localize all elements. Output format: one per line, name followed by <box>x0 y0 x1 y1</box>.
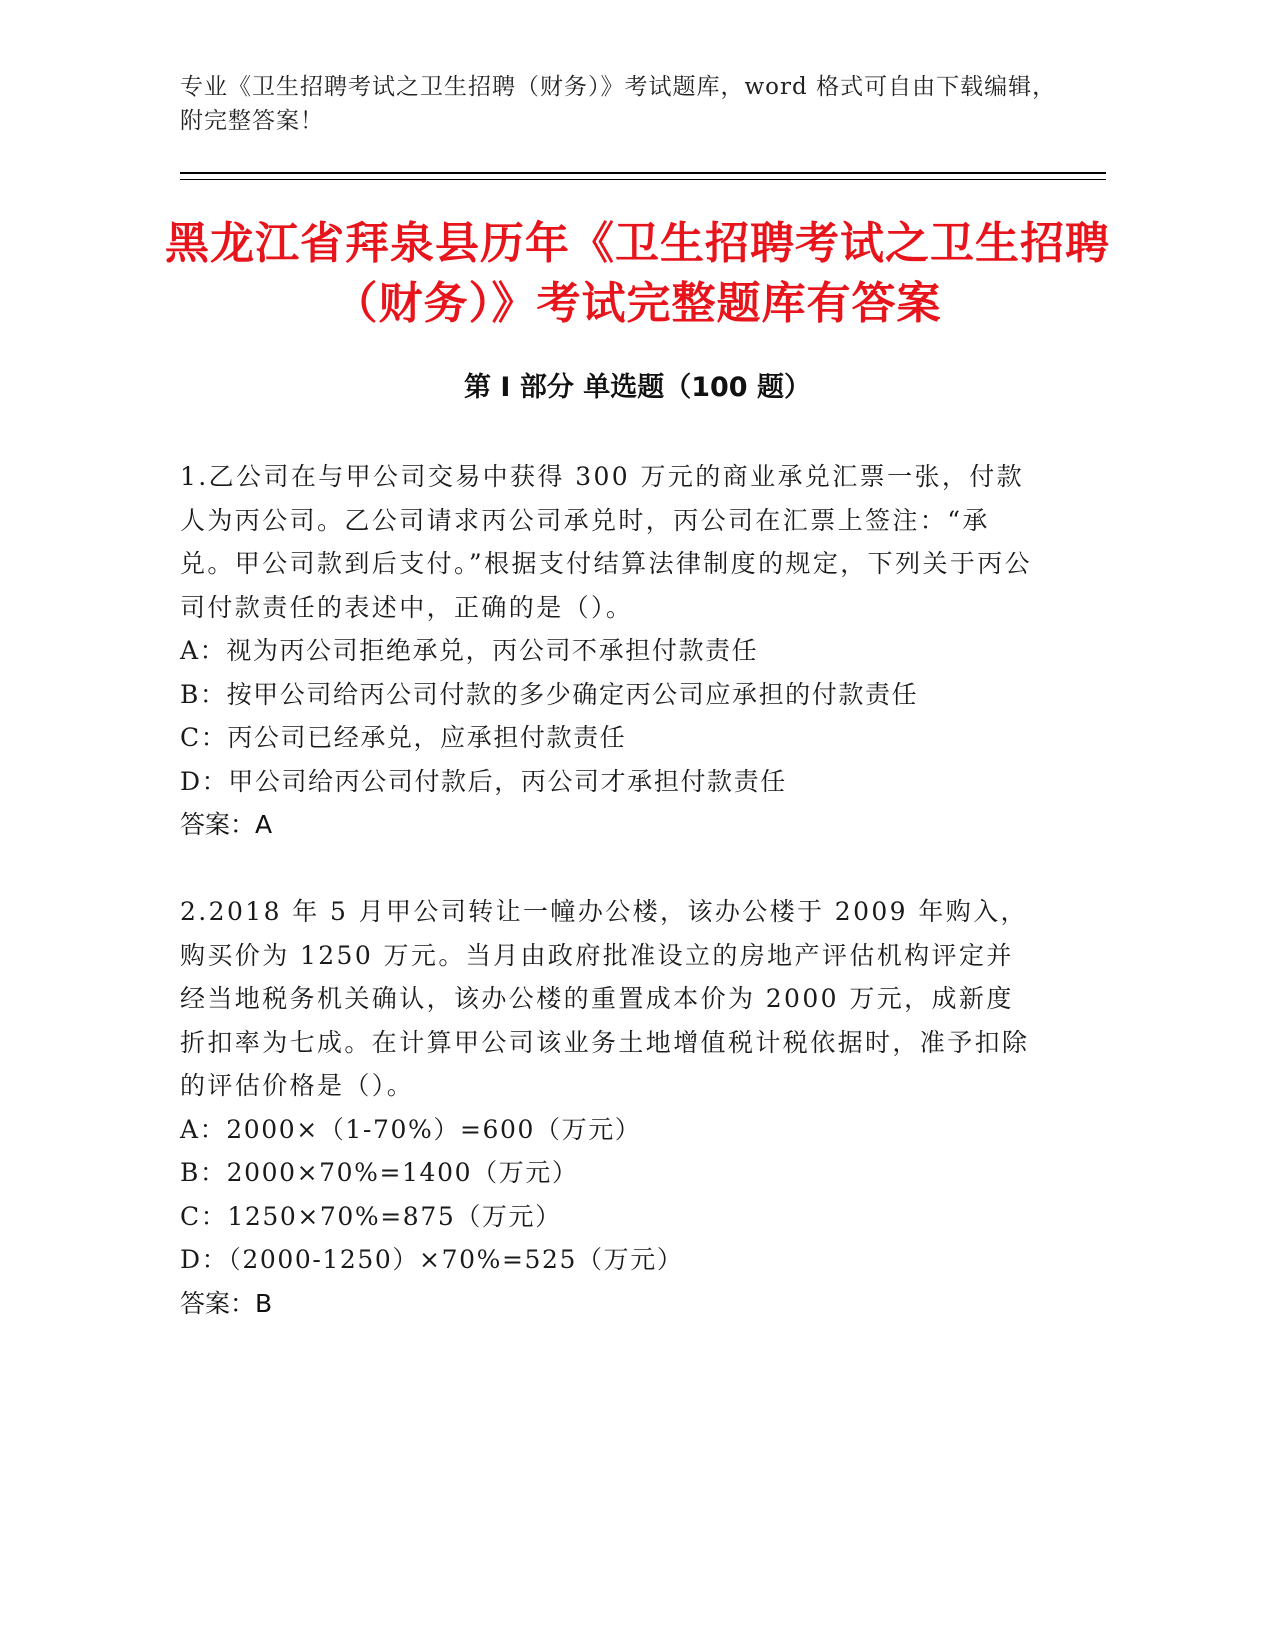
header-divider-thin <box>180 179 1106 180</box>
option-c: C：1250×70%=875（万元） <box>180 1201 562 1231</box>
header-divider-thick <box>180 172 1106 174</box>
option-a: A：2000×（1-70%）=600（万元） <box>180 1114 642 1144</box>
option-c: C：丙公司已经承兑，应承担付款责任 <box>180 723 627 752</box>
document-title: 黑龙江省拜泉县历年《卫生招聘考试之卫生招聘（财务）》考试完整题库有答案 <box>165 218 1110 329</box>
option-d: D：（2000-1250）×70%=525（万元） <box>180 1245 684 1274</box>
option-b: B：按甲公司给丙公司付款的多少确定丙公司应承担的付款责任 <box>180 679 919 709</box>
answer-label: 答案：A <box>180 810 273 839</box>
header-note: 专业《卫生招聘考试之卫生招聘（财务）》考试题库，word 格式可自由下载编辑，附完整答案！ <box>180 74 1057 134</box>
question-1 <box>180 455 1040 847</box>
answer-label: 答案：B <box>180 1288 273 1318</box>
option-b: B：2000×70%=1400（万元） <box>180 1158 579 1187</box>
option-d: D：甲公司给丙公司付款后，丙公司才承担付款责任 <box>180 766 787 796</box>
option-a: A：视为丙公司拒绝承兑，丙公司不承担付款责任 <box>180 636 759 665</box>
question-stem: 2.2018 年 5 月甲公司转让一幢办公楼，该办公楼于 2009 年购入，购买价为 1250 万元。当月由政府批准设立的房地产评估机构评定并经当地税务机关确认，该办公楼的重置成本价为 2000 万元，成新度折扣率为七成。在计算甲公司该业务土地增值税计税依据时，准予扣除的评估价格是（）。 <box>180 897 1030 1100</box>
section-title: 第 I 部分 单选题（100 题） <box>463 372 811 403</box>
question-2 <box>180 890 1040 1325</box>
question-stem: 1.乙公司在与甲公司交易中获得 300 万元的商业承兑汇票一张，付款人为丙公司。乙公司请求丙公司承兑时，丙公司在汇票上签注：“承兑。甲公司款到后支付。”根据支付结算法律制度的规定，下列关于丙公司付款责任的表述中，正确的是（）。 <box>180 462 1033 622</box>
